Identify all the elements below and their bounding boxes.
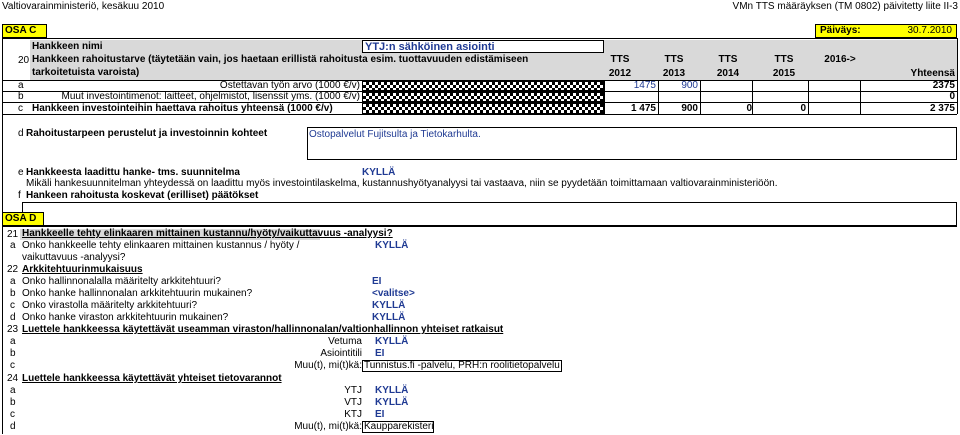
row22c-label: Onko virastolla määritelty arkkitehtuuri? bbox=[22, 300, 198, 311]
tts-label-2014: TTS bbox=[718, 54, 738, 65]
row24b-label: VTJ bbox=[344, 397, 362, 408]
row23c-letter: c bbox=[10, 360, 15, 371]
row20-text-2: tarkoitetuista varoista) bbox=[32, 67, 140, 78]
osa-d-label-box bbox=[2, 212, 44, 226]
row23a-label: Vetuma bbox=[328, 336, 362, 347]
year-2013: 2013 bbox=[662, 68, 686, 79]
plan-note: Mikäli hankesuunnitelman yhteydessä on laadittu myös investointilaskelma, kustannushyötyanalyysi tai vastaava, niin se pyydetään toimittamaan valtiovarainministeriöön. bbox=[26, 178, 778, 189]
row22a-letter: a bbox=[10, 276, 16, 287]
row21a-label-2: vaikuttavuus -analyysi? bbox=[22, 252, 126, 263]
total-label: Yhteensä bbox=[910, 68, 955, 79]
row22d-value[interactable]: KYLLÄ bbox=[372, 312, 406, 323]
row24c-letter: c bbox=[10, 409, 15, 420]
project-name-field[interactable] bbox=[362, 40, 604, 53]
row22c-letter: c bbox=[10, 300, 15, 311]
project-name-value: YTJ:n sähköinen asiointi bbox=[365, 41, 495, 53]
row-b-hatch bbox=[362, 92, 604, 102]
row21a-value[interactable]: KYLLÄ bbox=[375, 240, 409, 251]
row23a-letter: a bbox=[10, 336, 16, 347]
row21a-letter: a bbox=[10, 240, 16, 251]
row24d-value: Kaupparekisteri bbox=[364, 421, 434, 432]
project-name-label: Hankkeen nimi bbox=[32, 41, 103, 52]
osa-c-label-box bbox=[2, 24, 47, 38]
row21a-label-1: Onko hankkeelle tehty elinkaaren mittainen kustannus / hyöty / bbox=[22, 240, 300, 251]
row24b-value[interactable]: KYLLÄ bbox=[375, 397, 409, 408]
row21-num: 21 bbox=[7, 229, 19, 240]
date-label: Päiväys: bbox=[820, 25, 861, 36]
tts-label-2013: TTS bbox=[664, 54, 684, 65]
row24c-label: KTJ bbox=[344, 409, 362, 420]
row-c-2012: 1 475 bbox=[630, 103, 656, 114]
row23b-label: Asiointitili bbox=[320, 348, 362, 359]
row-b-label: Muut investointimenot: laitteet, ohjelmistot, lisenssit yms. (1000 €/v) bbox=[61, 91, 360, 102]
row-c-label: Hankkeen investointeihin haettava rahoitus yhteensä (1000 €/v) bbox=[32, 103, 333, 114]
row24-label: Luettele hankkeessa käytettävät yhteiset tietovarannot bbox=[22, 373, 282, 384]
tts-label-2012: TTS bbox=[610, 54, 630, 65]
row-d-letter: d bbox=[18, 128, 24, 139]
row24d-letter: d bbox=[10, 421, 16, 432]
row24b-letter: b bbox=[10, 397, 16, 408]
row-c-2015: 0 bbox=[800, 103, 806, 114]
row22b-label: Onko hanke hallinnonalan arkkitehtuurin mukainen? bbox=[22, 288, 253, 299]
row23b-value[interactable]: EI bbox=[375, 348, 385, 359]
year-2016-onward: 2016-> bbox=[824, 54, 856, 65]
row22a-value[interactable]: EI bbox=[372, 276, 382, 287]
row20-num: 20 bbox=[18, 55, 30, 66]
date-value: 30.7.2010 bbox=[907, 25, 952, 36]
row-a-total: 2375 bbox=[932, 80, 955, 91]
date-box bbox=[815, 24, 957, 38]
osa-c-label: OSA C bbox=[5, 25, 37, 36]
row21-label: Hankkeelle tehty elinkaaren mittainen kustannu/hyöty/vaikuttavuus -analyysi? bbox=[22, 228, 393, 239]
row-c-2013: 900 bbox=[681, 103, 698, 114]
row-c-2014: 0 bbox=[746, 103, 752, 114]
row24c-value[interactable]: EI bbox=[375, 409, 385, 420]
year-2015: 2015 bbox=[772, 68, 796, 79]
year-2014: 2014 bbox=[716, 68, 740, 79]
row22-label: Arkkitehtuurinmukaisuus bbox=[22, 264, 143, 275]
row22a-label: Onko hallinnonalalla määritelty arkkitehtuuri? bbox=[22, 276, 221, 287]
row-d-label: Rahoitustarpeen perustelut ja investoinnin kohteet bbox=[26, 128, 268, 139]
ministry-header: Valtiovarainministeriö, kesäkuu 2010 bbox=[2, 1, 165, 12]
row23c-label: Muu(t), mi(t)kä: bbox=[294, 360, 362, 371]
row-a-2012[interactable]: 1475 bbox=[633, 80, 656, 91]
version-header: VMn TTS määräyksen (TM 0802) päivitetty liite II-3 bbox=[732, 1, 958, 12]
row-c-total: 2 375 bbox=[929, 103, 955, 114]
row-e-label: Hankkeesta laadittu hanke- tms. suunnitelma bbox=[26, 167, 240, 178]
osa-d-label: OSA D bbox=[5, 213, 37, 224]
row23-num: 23 bbox=[7, 324, 19, 335]
row23-label: Luettele hankkeessa käytettävät useamman viraston/hallinnonalan/valtionhallinnon yhteiset ratkaisut bbox=[22, 324, 504, 335]
row22-num: 22 bbox=[7, 264, 19, 275]
row20-text-1: Hankkeen rahoitustarve (täytetään vain, jos haetaan erillistä rahoitusta esim. tuottavuuden edistämiseen bbox=[32, 54, 529, 65]
justification-field[interactable] bbox=[307, 127, 957, 160]
decisions-field[interactable] bbox=[22, 202, 957, 226]
row-a-2013[interactable]: 900 bbox=[681, 80, 698, 91]
row-f-label: Hankeen rahoitusta koskevat (erilliset) päätökset bbox=[26, 190, 259, 201]
row24a-letter: a bbox=[10, 385, 16, 396]
row22c-value[interactable]: KYLLÄ bbox=[372, 300, 406, 311]
plan-value[interactable]: KYLLÄ bbox=[362, 167, 396, 178]
row-a-label: Ostettavan työn arvo (1000 €/v) bbox=[219, 80, 360, 91]
row-e-letter: e bbox=[18, 167, 24, 178]
row-c-letter: c bbox=[18, 103, 23, 114]
row23a-value[interactable]: KYLLÄ bbox=[375, 336, 409, 347]
row-a-letter: a bbox=[18, 80, 24, 91]
tts-label-2015: TTS bbox=[774, 54, 794, 65]
row24a-label: YTJ bbox=[344, 385, 362, 396]
row22d-label: Onko hanke viraston arkkitehtuurin mukainen? bbox=[22, 312, 229, 323]
row-a-hatch bbox=[362, 81, 604, 91]
year-2012: 2012 bbox=[608, 68, 632, 79]
row-b-letter: b bbox=[18, 91, 24, 102]
row24d-field[interactable] bbox=[362, 421, 434, 433]
row23b-letter: b bbox=[10, 348, 16, 359]
row-b-total: 0 bbox=[949, 91, 955, 102]
row24a-value[interactable]: KYLLÄ bbox=[375, 385, 409, 396]
row-f-letter: f bbox=[18, 190, 21, 201]
row22b-value[interactable]: <valitse> bbox=[372, 288, 415, 299]
row24d-label: Muu(t), mi(t)kä: bbox=[294, 421, 362, 432]
row22b-letter: b bbox=[10, 288, 16, 299]
row23c-field[interactable] bbox=[362, 360, 562, 372]
row23c-value: Tunnistus.fi -palvelu, PRH:n roolitietopalvelu bbox=[364, 360, 560, 371]
row24-num: 24 bbox=[7, 373, 19, 384]
row-c-hatch bbox=[362, 103, 604, 114]
row22d-letter: d bbox=[10, 312, 16, 323]
justification-value: Ostopalvelut Fujitsulta ja Tietokarhulta. bbox=[309, 129, 481, 140]
